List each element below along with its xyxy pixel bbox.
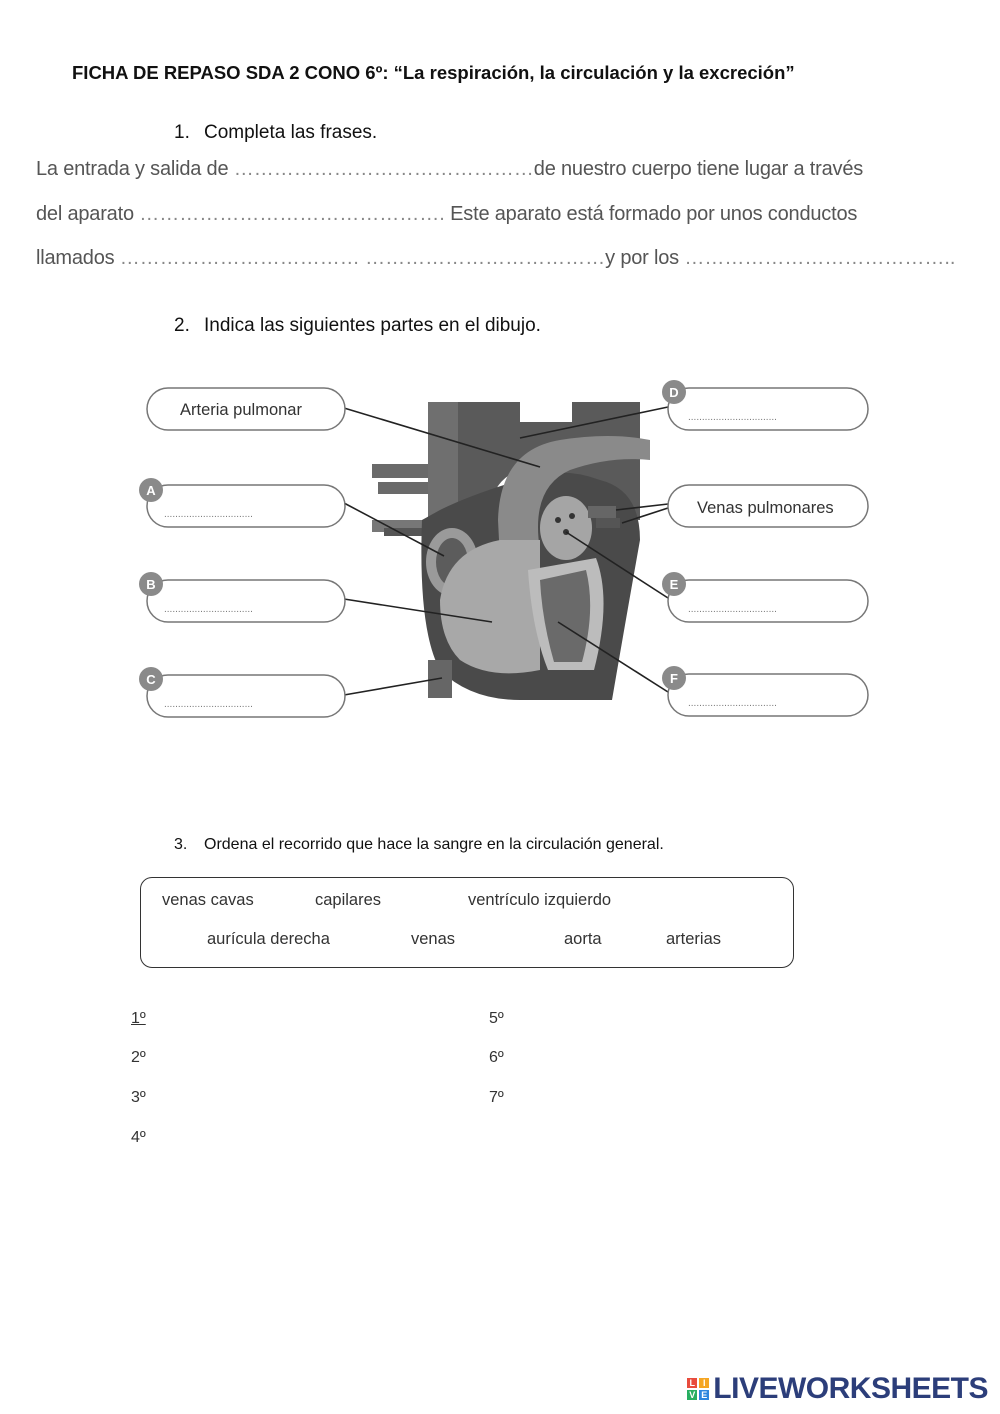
blank-respiratory-3[interactable]: ……………………………… (119, 247, 360, 269)
heart-diagram (0, 370, 1000, 730)
sentence-text: La entrada y salida de (36, 158, 234, 180)
order-slot-3[interactable]: 3º (131, 1089, 146, 1106)
question-2-text: Indica las siguientes partes en el dibujo. (204, 315, 541, 336)
marker-f-letter: F (670, 671, 678, 686)
pulmonary-vein-stub (588, 506, 616, 518)
logo-letter: E (701, 1389, 708, 1400)
word-auricula-derecha[interactable]: aurícula derecha (207, 930, 330, 948)
answer-box-e[interactable] (668, 580, 868, 622)
order-slot-2[interactable]: 2º (131, 1049, 146, 1066)
marker-e-letter: E (669, 577, 679, 592)
marker-d-letter: D (669, 385, 679, 400)
liveworksheets-logo (687, 1372, 988, 1406)
order-slot-4[interactable]: 4º (131, 1129, 146, 1146)
blank-respiratory-1[interactable]: ……………………………………… (233, 158, 534, 180)
blank-respiratory-5[interactable]: ………………………………….. (684, 247, 956, 269)
blank-respiratory-4[interactable]: ……………………………… (365, 247, 606, 269)
vessel-branch (378, 482, 432, 494)
word-venas[interactable]: venas (411, 930, 456, 948)
answer-blank-e[interactable]: ................................ (688, 604, 777, 615)
label-venas-pulmonares: Venas pulmonares (697, 499, 834, 517)
answer-box-c[interactable] (147, 675, 345, 717)
order-slot-7[interactable]: 7º (489, 1089, 504, 1106)
answer-blank-b[interactable]: ................................ (164, 604, 253, 615)
pulmonary-vein-stub (596, 518, 620, 528)
sentence-line-2 (36, 203, 857, 226)
page-title: FICHA DE REPASO SDA 2 CONO 6º: “La respiración, la circulación y la excreción” (72, 62, 795, 83)
sentence-line-3 (36, 247, 955, 270)
logo-letter: I (699, 1378, 709, 1388)
blank-respiratory-2[interactable]: ………………………………………. (139, 203, 445, 225)
sentence-text: y por los (605, 247, 685, 269)
word-ventriculo-izquierdo[interactable]: ventrículo izquierdo (468, 891, 612, 909)
sentence-text: del aparato (36, 203, 140, 225)
logo-letter: V (689, 1389, 696, 1400)
answer-blank-f[interactable]: ................................ (688, 698, 777, 709)
sentence-text: de nuestro cuerpo tiene lugar a través (533, 158, 864, 180)
order-slot-6[interactable]: 6º (489, 1049, 504, 1066)
question-3-text: Ordena el recorrido que hace la sangre en la circulación general. (204, 836, 664, 853)
sentence-text: Este aparato está formado por unos conductos (444, 203, 858, 225)
order-slot-5[interactable]: 5º (489, 1010, 504, 1027)
question-1 (174, 122, 377, 144)
question-3 (174, 836, 664, 854)
answer-box-d[interactable] (668, 388, 868, 430)
word-capilares[interactable]: capilares (315, 891, 382, 909)
question-2 (174, 315, 541, 337)
marker-c-letter: C (146, 672, 156, 687)
answer-blank-c[interactable]: ................................ (164, 699, 253, 710)
question-2-number: 2. (174, 315, 190, 336)
liveworksheets-logo-text: LIVEWORKSHEETS (713, 1372, 988, 1405)
question-1-number: 1. (174, 122, 190, 143)
order-slot-1[interactable]: 1º (131, 1010, 146, 1027)
word-arterias[interactable]: arterias (666, 930, 722, 948)
sentence-line-1 (36, 158, 863, 181)
sentence-text: llamados (36, 247, 120, 269)
liveworksheets-logo-icon (687, 1378, 709, 1400)
word-aorta[interactable]: aorta (564, 930, 602, 948)
label-arteria-pulmonar: Arteria pulmonar (180, 401, 302, 419)
answer-box-b[interactable] (147, 580, 345, 622)
vessel-branch (372, 464, 432, 478)
question-3-number: 3. (174, 836, 188, 853)
question-1-text: Completa las frases. (204, 122, 378, 143)
logo-letter: L (687, 1378, 697, 1388)
answer-blank-a[interactable]: ................................ (164, 509, 253, 520)
marker-b-letter: B (146, 577, 156, 592)
marker-a-letter: A (146, 483, 156, 498)
answer-box-f[interactable] (668, 674, 868, 716)
left-atrium-shape (540, 496, 592, 560)
answer-box-a[interactable] (147, 485, 345, 527)
answer-blank-d[interactable]: ................................ (688, 412, 777, 423)
heart-illustration (372, 402, 650, 700)
word-venas-cavas[interactable]: venas cavas (162, 891, 254, 909)
